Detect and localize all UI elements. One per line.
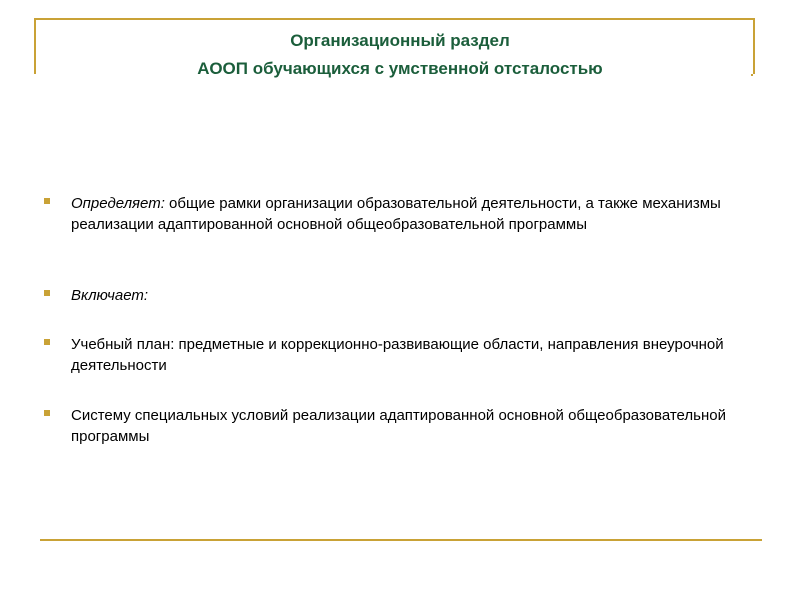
- frame-corner-dot: [751, 74, 753, 76]
- frame-top-line: [34, 18, 755, 20]
- bullet-square-icon: [44, 290, 50, 296]
- bullet-square-icon: [44, 198, 50, 204]
- bullet-square-icon: [44, 410, 50, 416]
- slide-title: [60, 27, 740, 83]
- frame-bottom-line: [40, 539, 762, 541]
- bullet-body: Систему специальных условий реализации адаптированной основной общеобразовательной программы: [71, 407, 726, 445]
- bullet-text: [71, 193, 761, 235]
- bullet-lead: Включает:: [71, 287, 149, 304]
- bullet-lead: Определяет:: [71, 195, 165, 212]
- slide-title-line-1: Организационный раздел: [290, 31, 510, 50]
- bullet-square-icon: [44, 339, 50, 345]
- frame-right-line: [753, 18, 755, 74]
- bullet-body: Учебный план: предметные и коррекционно-развивающие области, направления внеурочной деятельности: [71, 336, 724, 374]
- bullet-text: [71, 285, 761, 306]
- frame-left-line: [34, 18, 36, 74]
- bullet-body: общие рамки организации образовательной деятельности, а также механизмы реализации адаптированной основной общеобразовательной программы: [71, 195, 721, 233]
- bullet-text: [71, 334, 761, 376]
- slide-title-line-2: АООП обучающихся с умственной отсталостью: [197, 59, 603, 78]
- bullet-text: [71, 405, 761, 447]
